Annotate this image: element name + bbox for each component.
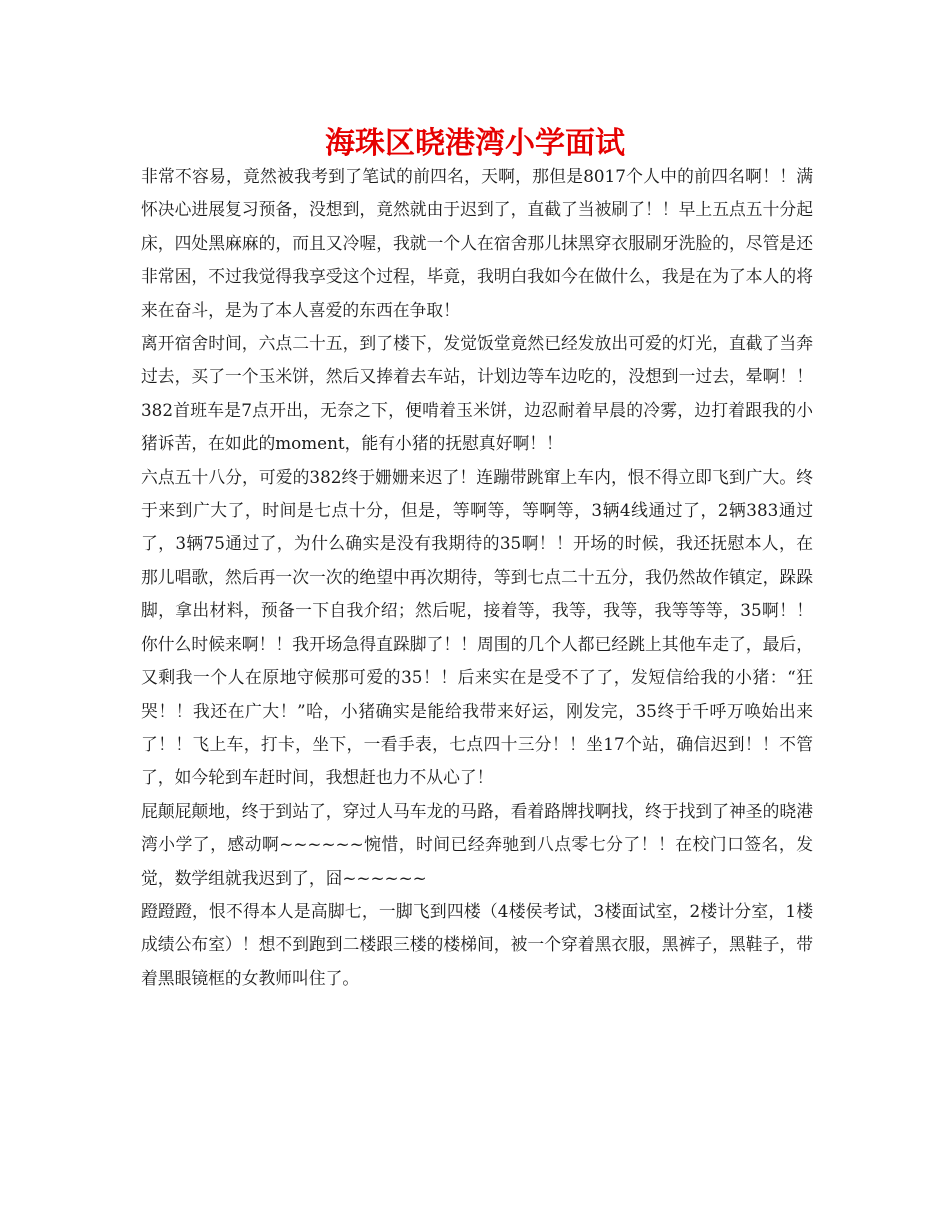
paragraph: 屁颠屁颠地，终于到站了，穿过人马车龙的马路，看着路牌找啊找，终于找到了神圣的晓港湾小学了，感动啊~~~~~~惋惜，时间已经奔驰到八点零七分了！！在校门口签名，发觉，数学组就我迟到了，囧~~~~~~: [141, 800, 813, 888]
paragraph: 离开宿舍时间，六点二十五，到了楼下，发觉饭堂竟然已经发放出可爱的灯光，直截了当奔过去，买了一个玉米饼，然后又捧着去车站，计划边等车边吃的，没想到一过去，晕啊！！382首班车是7点开出，无奈之下，便啃着玉米饼，边忍耐着早晨的冷雾，边打着跟我的小猪诉苦，在如此的moment，能有小猪的抚慰真好啊！！: [141, 333, 813, 454]
paragraph: 蹬蹬蹬，恨不得本人是高脚七，一脚飞到四楼（4楼侯考试，3楼面试室，2楼计分室，1楼成绩公布室）！想不到跑到二楼跟三楼的楼梯间，被一个穿着黑衣服，黑裤子，黑鞋子，带着黑眼镜框的女教师叫住了。: [141, 900, 813, 988]
document-title: 海珠区晓港湾小学面试: [325, 126, 625, 161]
paragraph: 非常不容易，竟然被我考到了笔试的前四名，天啊，那但是8017个人中的前四名啊！！满怀决心进展复习预备，没想到，竟然就由于迟到了，直截了当被刷了！！早上五点五十分起床，四处黑麻麻的，而且又冷喔，我就一个人在宿舍那儿抹黑穿衣服刷牙洗脸的，尽管是还非常困，不过我觉得我享受这个过程，毕竟，我明白我如今在做什么，我是在为了本人的将来在奋斗，是为了本人喜爱的东西在争取！: [141, 166, 813, 320]
document-body: [141, 160, 813, 995]
paragraph: 六点五十八分，可爱的382终于姗姗来迟了！连蹦带跳窜上车内，恨不得立即飞到广大。终于来到广大了，时间是七点十分，但是，等啊等，等啊等，3辆4线通过了，2辆383通过了，3辆75通过了，为什么确实是没有我期待的35啊！！开场的时候，我还抚慰本人，在那儿唱歌，然后再一次一次的绝望中再次期待，等到七点二十五分，我仍然故作镇定，跺跺脚，拿出材料，预备一下自我介绍；然后呢，接着等，我等，我等，我等等等，35啊！！你什么时候来啊！！我开场急得直跺脚了！！周围的几个人都已经跳上其他车走了，最后，又剩我一个人在原地守候那可爱的35！！后来实在是受不了了，发短信给我的小猪：“狂哭！！我还在广大！”哈，小猪确实是能给我带来好运，刚发完，35终于千呼万唤始出来了！！飞上车，打卡，坐下，一看手表，七点四十三分！！坐17个站，确信迟到！！不管了，如今轮到车赶时间，我想赶也力不从心了！: [141, 466, 813, 788]
